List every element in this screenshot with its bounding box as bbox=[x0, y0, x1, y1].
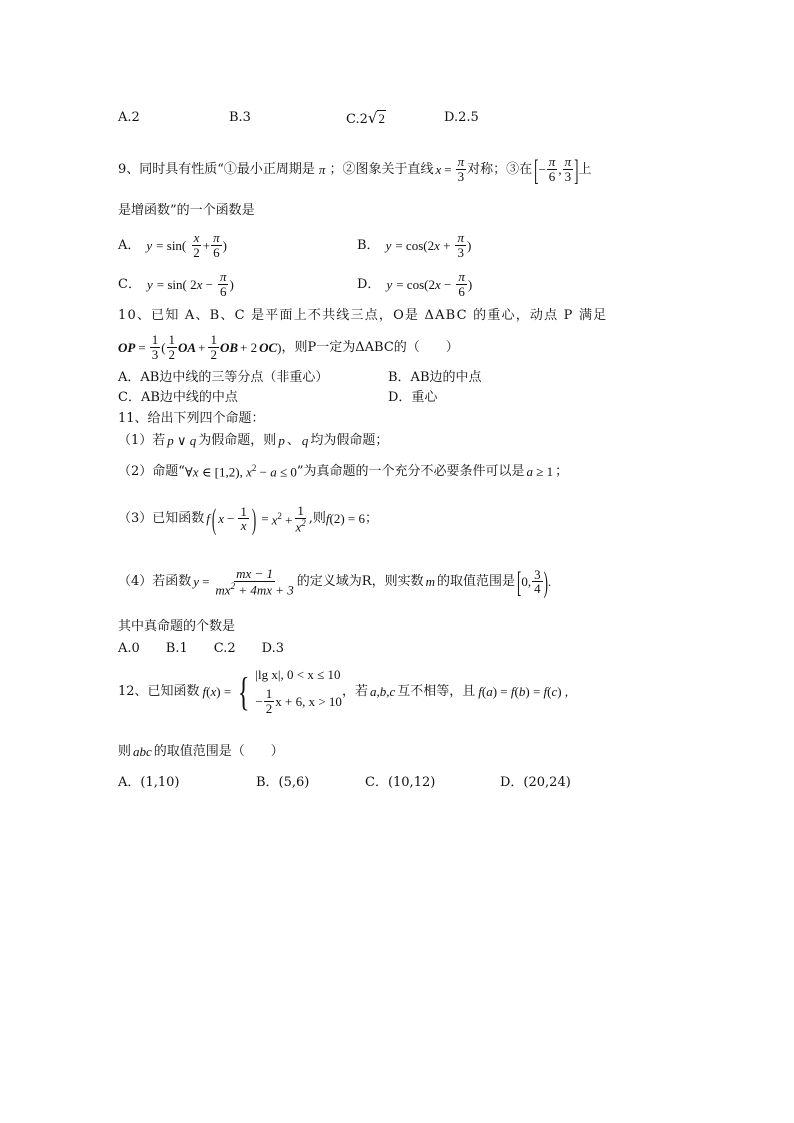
q9-option-b: B． y = cos(2x + $\frac{\pi}{3}$ ) bbox=[357, 230, 472, 260]
q10-option-a: A．AB边中线的三等分点（非重心） bbox=[118, 370, 329, 385]
q9-option-b-label: B． bbox=[357, 237, 380, 253]
q11-item-3-c: ； bbox=[364, 511, 378, 527]
q11-item-3-b: ,则 bbox=[308, 511, 326, 527]
q10-stem: 10、已知 A、B、C 是平面上不共线三点，O是 ΔABC 的重心，动点 P 满足 bbox=[118, 308, 608, 323]
q9-text-1: 9、同时具有性质“①最小正周期是 bbox=[118, 161, 315, 177]
q12-prefix: 12、已知函数 bbox=[118, 684, 200, 700]
q11-title: 11、给出下列四个命题： bbox=[118, 411, 265, 426]
q9-text-4: 上 bbox=[578, 161, 592, 177]
q11-item-4-c: 的取值范围是 bbox=[436, 574, 515, 590]
q10-option-d: D．重心 bbox=[388, 390, 438, 405]
q9-text-2: ；②图象关于直线 bbox=[329, 161, 434, 177]
q9-option-a: A． y = sin( $\frac{x}{2}$ + $\frac{\pi}{6}$ ) bbox=[118, 230, 227, 260]
q12-line2-b: 的取值范围是（ ） bbox=[153, 744, 284, 759]
q8-option-d: D.2.5 bbox=[444, 110, 479, 125]
q11-item-4-b: 的定义域为R，则实数 bbox=[296, 574, 424, 590]
q12-stem-line2: 则 abc 的取值范围是（ ） bbox=[118, 744, 284, 759]
q8-option-c-root: 2 bbox=[378, 111, 385, 126]
q9-option-c-label: C． bbox=[118, 276, 141, 292]
q12-option-a: A．(1,10) bbox=[118, 775, 180, 790]
q10-option-c: C．AB边中线的中点 bbox=[118, 390, 238, 405]
q11-item-1-c: 、 bbox=[286, 433, 300, 448]
q11-options: A.0 B.1 C.2 D.3 bbox=[118, 641, 284, 656]
q11-item-3: （3）已知函数 f ( x − $\frac{1}{x}$ ) = $x^2$ + $\frac{1}{x^2}$ ,则 f(2) = 6 ； bbox=[118, 501, 378, 537]
q11-item-1: （1）若 p ∨ q 为假命题，则 p 、 q 均为假命题； bbox=[118, 433, 389, 448]
q12-case-1: |lg x|, 0 < x ≤ 10 bbox=[255, 667, 341, 682]
q12-case-2: x + 6, x > 10 bbox=[275, 693, 342, 709]
q9-text-3: 对称；③在 bbox=[467, 161, 533, 177]
q8-option-a: A.2 bbox=[118, 110, 140, 125]
q12-line2-a: 则 bbox=[118, 744, 132, 759]
q9-option-a-label: A． bbox=[118, 237, 141, 253]
q11-item-3-a: （3）已知函数 bbox=[118, 511, 205, 527]
q12-mid2: 互不相等，且 bbox=[397, 684, 476, 700]
q8-option-b: B.3 bbox=[229, 110, 251, 125]
q9-fraction-pi-3: $\frac{\pi}{3}$ bbox=[457, 154, 465, 184]
q12-stem: 12、已知函数 f(x) = { |lg x|, 0 < x ≤ 10 − $\frac{1}{2}$ x + 6, x > 10 ，若 a,b,c 互不相等，且 f(a) = f(b) = f(c) , bbox=[118, 667, 569, 716]
q11-item-1-a: （1）若 bbox=[118, 433, 166, 448]
q9-option-d: D． y = cos(2x − $\frac{\pi}{6}$ ) bbox=[357, 269, 473, 299]
q10-equation-tail: ，则P一定为ΔABC的（ ） bbox=[281, 339, 459, 355]
q11-item-2-a: （2）命题“ bbox=[118, 463, 185, 479]
q12-option-d: D．(20,24) bbox=[500, 775, 571, 790]
q12-piecewise: { |lg x|, 0 < x ≤ 10 − $\frac{1}{2}$ x + 6, x > 10 bbox=[238, 667, 342, 716]
q9-option-d-label: D． bbox=[357, 276, 381, 292]
q11-item-2-b: ”为真命题的一个充分不必要条件可以是 bbox=[296, 463, 525, 479]
q12-option-c: C．(10,12) bbox=[365, 775, 436, 790]
q11-item-2-c: ； bbox=[555, 463, 569, 479]
q8-option-c: C.2√2 bbox=[346, 109, 385, 127]
q10-option-b: B．AB边的中点 bbox=[388, 370, 482, 385]
q9-option-c: C． y = sin( 2x − $\frac{\pi}{6}$ ) bbox=[118, 269, 234, 299]
q11-item-1-b: 为假命题，则 bbox=[198, 433, 277, 448]
q12-option-b: B．(5,6) bbox=[256, 775, 310, 790]
q8-option-c-prefix: C.2 bbox=[346, 112, 368, 127]
q9-stem: 9、同时具有性质“①最小正周期是 π ；②图象关于直线 x = $\frac{\pi}{3}$ 对称；③在 [ − $\frac{\pi}{6}$ , $\frac{\pi}{3}$ ] 上 bbox=[118, 151, 592, 187]
q11-item-4-a: （4）若函数 bbox=[118, 574, 192, 590]
q12-mid: ，若 bbox=[341, 684, 368, 700]
q10-equation: OP = $\frac{1}{3}$ ( $\frac{1}{2}$ OA + $\frac{1}{2}$ OB + 2 OC ) ，则P一定为ΔABC的（ ） bbox=[118, 332, 459, 362]
q11-item-1-d: 均为假命题； bbox=[310, 433, 389, 448]
q9-pi: π bbox=[318, 161, 326, 177]
q11-item-4: （4）若函数 y = $\frac{mx - 1}{mx^2 + 4mx + 3}$ 的定义域为R，则实数 m 的取值范围是 [ 0, $\frac{3}{4}$ ) . bbox=[118, 564, 552, 600]
q11-item-2: （2）命题“ ∀x ∈ [1,2), $x^2 - a \le 0$ ”为真命题的一个充分不必要条件可以是 a ≥ 1 ； bbox=[118, 463, 569, 480]
q11-summary: 其中真命题的个数是 bbox=[118, 619, 236, 634]
q9-stem-line2: 是增函数”的一个函数是 bbox=[118, 203, 255, 218]
